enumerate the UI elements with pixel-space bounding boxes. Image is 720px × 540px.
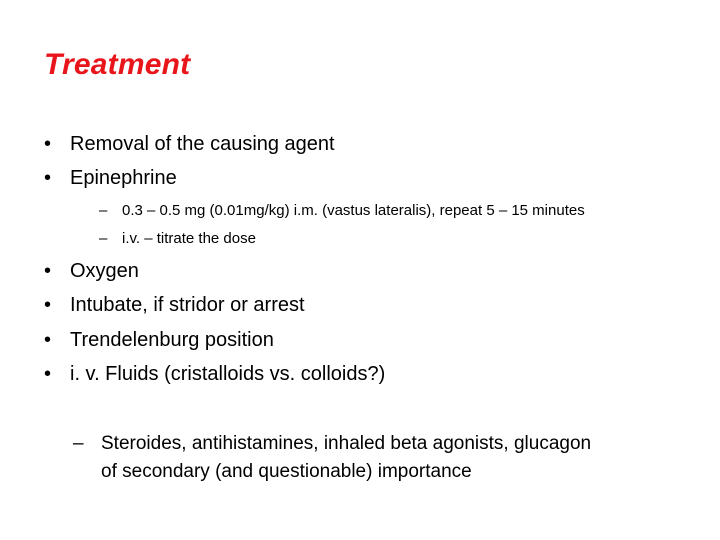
bullet-item-removal (44, 132, 335, 156)
dash-icon: – (73, 433, 84, 454)
bullet-icon: • (44, 260, 52, 282)
bullet-text: Epinephrine (70, 167, 177, 189)
slide-title: Treatment (44, 48, 191, 81)
bullet-icon: • (44, 133, 52, 155)
bullet-item-intubate (44, 293, 305, 317)
bullet-text: Intubate, if stridor or arrest (70, 294, 305, 316)
bullet-text: Oxygen (70, 260, 139, 282)
note-item (73, 430, 591, 486)
bullet-text: i. v. Fluids (cristalloids vs. colloids?) (70, 363, 386, 385)
bullet-icon: • (44, 363, 52, 385)
dash-icon: – (99, 202, 108, 219)
sub-item-iv (99, 229, 256, 249)
sub-text: i.v. – titrate the dose (122, 230, 256, 247)
bullet-text: Removal of the causing agent (70, 133, 335, 155)
bullet-text: Trendelenburg position (70, 329, 274, 351)
bullet-item-fluids (44, 362, 385, 386)
bullet-icon: • (44, 167, 52, 189)
dash-icon: – (99, 230, 108, 247)
bullet-item-trendelenburg (44, 328, 274, 352)
bullet-item-oxygen (44, 259, 139, 283)
note-line-1: Steroides, antihistamines, inhaled beta agonists, glucagon (101, 433, 592, 454)
note-line-2: of secondary (and questionable) importance (101, 461, 472, 482)
bullet-item-epinephrine (44, 166, 177, 190)
sub-item-dose (99, 201, 585, 221)
bullet-icon: • (44, 294, 52, 316)
bullet-icon: • (44, 329, 52, 351)
sub-text: 0.3 – 0.5 mg (0.01mg/kg) i.m. (vastus lateralis), repeat 5 – 15 minutes (122, 202, 585, 219)
